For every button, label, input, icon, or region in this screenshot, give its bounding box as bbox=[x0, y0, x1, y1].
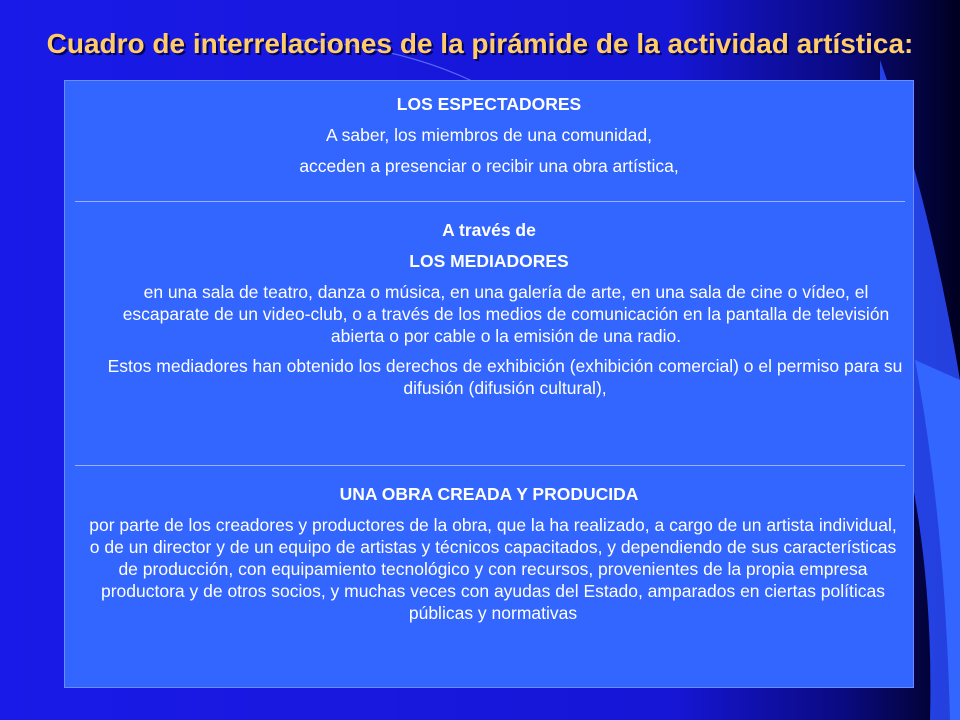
section-mediadores bbox=[65, 219, 913, 399]
mediadores-paragraph: en una sala de teatro, danza o música, en una galería de arte, en una sala de cine o vídeo, el escaparate de un video-club, o a través de los medios de comunicación en la pantalla de televisión abierta o por cable o la emisión de una radio. bbox=[122, 282, 890, 346]
espectadores-line-1: A saber, los miembros de una comunidad, bbox=[326, 125, 652, 145]
divider-2 bbox=[75, 465, 905, 466]
slide-title: Cuadro de interrelaciones de la pirámide de la actividad artística: bbox=[46, 28, 914, 59]
heading-obra: UNA OBRA CREADA Y PRODUCIDA bbox=[339, 484, 639, 504]
espectadores-line-2: acceden a presenciar o recibir una obra artística, bbox=[299, 156, 679, 176]
heading-mediadores: LOS MEDIADORES bbox=[409, 251, 569, 271]
divider-1 bbox=[75, 201, 905, 202]
section-espectadores bbox=[65, 93, 913, 186]
section-obra bbox=[65, 483, 913, 624]
mediadores-intro: A través de bbox=[442, 220, 536, 240]
content-panel bbox=[64, 80, 914, 688]
obra-paragraph: por parte de los creadores y productores de la obra, que la ha realizado, a cargo de un artista individual, o de un director y de un equipo de artistas y técnicos capacitados, y dependiendo de sus características de producción, con equipamiento tecnológico y con recursos, provenientes de la propia empresa productora y de otros socios, y muchas veces con ayudas del Estado, amparados en ciertas políticas públicas y normativas bbox=[89, 515, 897, 623]
mediadores-rights-paragraph: Estos mediadores han obtenido los derechos de exhibición (exhibición comercial) o el permiso para su difusión (difusión cultural), bbox=[107, 356, 903, 398]
heading-espectadores: LOS ESPECTADORES bbox=[396, 94, 582, 114]
